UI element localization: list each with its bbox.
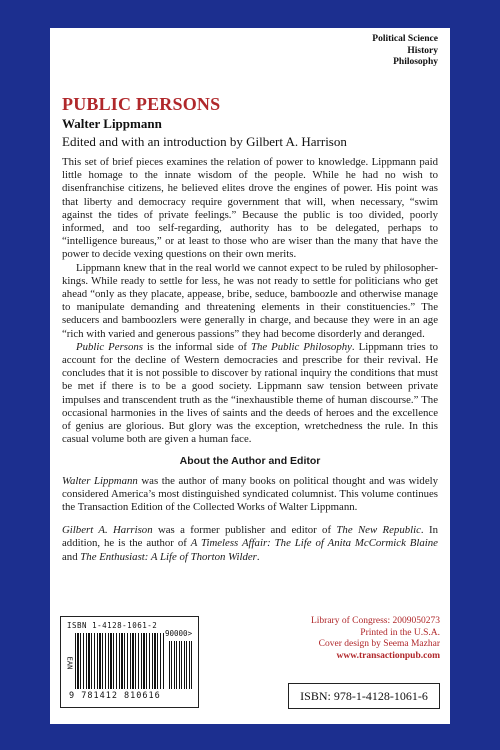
subject-philosophy: Philosophy bbox=[393, 57, 438, 67]
description-paragraph-2: Lippmann knew that in the real world we cannot expect to be ruled by philosopher-kings. While ready to settle for less, he was not ready to settle for politicians who get ahead “only as they placate, appease, bribe, seduce, bamboozle and otherwise manage to manipulate demanding and threatening elements in their constituencies.” The seducers and bamboozlers were generally in charge, and because they were in an age “rich with varied and generous passions” they had become disorderly and deranged. bbox=[62, 261, 438, 340]
library-of-congress: Library of Congress: 2009050273 bbox=[310, 616, 440, 626]
description-body bbox=[62, 156, 438, 564]
cover-design: Cover design by Seema Mazhar bbox=[318, 639, 440, 649]
barcode-addon-bars-icon bbox=[169, 641, 193, 689]
subject-political-science: Political Science bbox=[372, 34, 438, 44]
barcode-box bbox=[60, 616, 199, 708]
publisher-url: www.transactionpub.com bbox=[336, 650, 440, 661]
barcode-digits: 9 781412 810616 bbox=[69, 691, 161, 701]
barcode-bars-icon bbox=[75, 633, 165, 689]
barcode-ean-label: EAN bbox=[65, 656, 74, 670]
publisher-info bbox=[311, 616, 440, 662]
description-paragraph-1: This set of brief pieces examines the relation of power to knowledge. Lippmann paid little homage to the innate wisdom of the people. While he had no wish to disenfranchise citizens, he believed elites drove the engines of power. His point was that liberty and democracy require government that will, when necessary, “swim against the tides of private feelings.” Because the public is too divided, poorly informed, and too self-regarding, authority has to be delegated, perhaps to “intelligence bureaus,” or at least to those who are wiser than the many that have the power to decide vexing questions on their own merits. bbox=[62, 156, 438, 261]
barcode-isbn-text: ISBN 1-4128-1061-2 bbox=[67, 621, 158, 630]
subject-history: History bbox=[407, 45, 438, 56]
back-cover-panel bbox=[50, 28, 450, 724]
book-title: PUBLIC PERSONS bbox=[62, 94, 221, 114]
editor-bio: Gilbert A. Harrison was a former publisher and editor of The New Republic. In addition, he is the author of A Timeless Affair: The Life of Anita McCormick Blaine and The Enthusiast: A Life of Thorton Wilder. bbox=[62, 524, 438, 563]
author-bio-name: Walter Lippmann bbox=[62, 474, 138, 487]
subject-list bbox=[372, 34, 438, 69]
book-title-italic: Public Persons bbox=[76, 340, 143, 353]
editor-line: Edited and with an introduction by Gilbert A. Harrison bbox=[62, 134, 347, 149]
isbn-box: ISBN: 978-1-4128-1061-6 bbox=[288, 683, 440, 709]
related-work-title: The Public Philosophy bbox=[250, 340, 352, 353]
about-heading: About the Author and Editor bbox=[179, 455, 321, 468]
editor-bio-name: Gilbert A. Harrison bbox=[62, 524, 153, 537]
printed-in: Printed in the U.S.A. bbox=[360, 627, 440, 638]
barcode-addon-number: 90000> bbox=[165, 629, 193, 638]
description-paragraph-3: Public Persons is the informal side of The Public Philosophy. Lippmann tries to account for the decline of Western democracies and prescribe for their revival. He concludes that it is not possible to discover by rational inquiry the conditions that must be met if there is to be a good society. Lippmann saw tension between private impulses and transcendent truth as the “inexhaustible theme of human discourse.” The occasional harmonies in the lives of saints and the deeds of heroes and the excellence of genius are glorious. But glory was the exception, wretchedness the rule. In this casual volume both are given a human face. bbox=[62, 340, 438, 446]
author-bio: Walter Lippmann was the author of many books on political thought and was widely considered America’s most distinguished syndicated columnist. This volume continues the Transaction Edition of the Collected Works of Walter Lippmann. bbox=[62, 474, 439, 514]
book-author: Walter Lippmann bbox=[62, 116, 162, 131]
